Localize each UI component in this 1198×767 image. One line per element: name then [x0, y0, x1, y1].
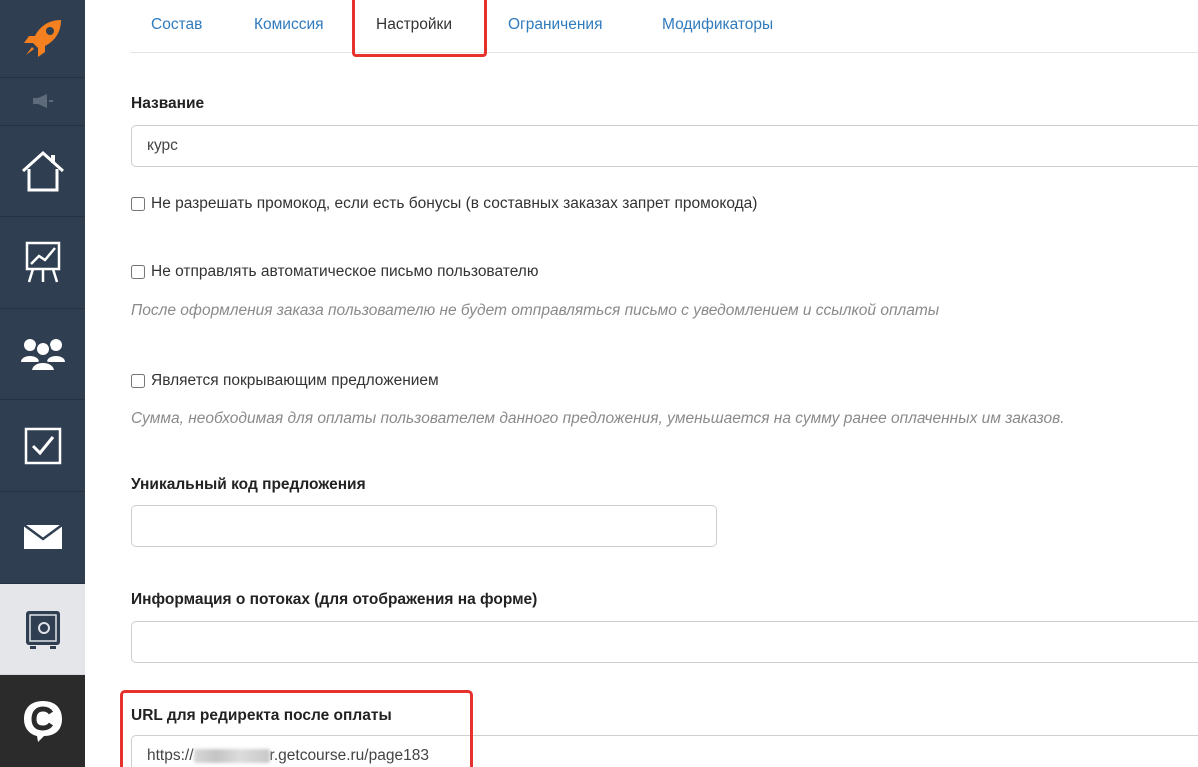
no-email-checkbox[interactable] — [131, 265, 145, 279]
no-email-checkbox-row[interactable] — [131, 263, 538, 281]
sidebar-item-users[interactable] — [0, 309, 85, 401]
promo-checkbox[interactable] — [131, 197, 145, 211]
name-label: Название — [131, 95, 205, 112]
no-email-checkbox-label: Не отправлять автоматическое письмо пользователю — [151, 263, 539, 280]
redirect-url-label: URL для редиректа после оплаты — [131, 707, 392, 724]
covering-checkbox-row[interactable] — [131, 372, 439, 390]
users-icon — [20, 336, 66, 372]
unique-code-label: Уникальный код предложения — [131, 476, 366, 493]
streams-label: Информация о потоках (для отображения на форме) — [131, 591, 538, 608]
sidebar-item-statistics[interactable] — [0, 217, 85, 309]
sidebar-item-chat[interactable] — [0, 675, 85, 767]
tab-commission[interactable]: Комиссия — [254, 16, 324, 33]
sidebar-item-home[interactable] — [0, 126, 85, 218]
tab-modifiers[interactable]: Модификаторы — [662, 16, 774, 33]
home-icon — [20, 149, 66, 193]
tasks-checkbox-icon — [24, 427, 62, 465]
mail-icon — [23, 524, 63, 550]
redirect-url-input[interactable] — [131, 735, 1198, 767]
covering-checkbox-label: Является покрывающим предложением — [151, 372, 439, 389]
tab-composition[interactable]: Состав — [151, 16, 203, 33]
safe-icon — [23, 608, 63, 650]
chart-presentation-icon — [23, 240, 63, 284]
redirect-url-suffix: r.getcourse.ru/page183 — [269, 747, 429, 764]
tab-settings[interactable]: Настройки — [376, 16, 453, 33]
redacted-blur — [194, 749, 270, 763]
sidebar — [0, 0, 85, 767]
sidebar-item-messages[interactable] — [0, 492, 85, 584]
name-input[interactable] — [131, 125, 1198, 167]
tab-restrictions[interactable]: Ограничения — [508, 16, 603, 33]
chat-logo-icon — [22, 699, 64, 743]
tab-bar — [130, 0, 1198, 53]
sidebar-item-logo[interactable] — [0, 0, 85, 78]
megaphone-icon — [32, 94, 54, 108]
covering-hint: Сумма, необходимая для оплаты пользователем данного предложения, уменьшается на сумму ранее оплаченных им заказов. — [131, 410, 1065, 427]
promo-checkbox-row[interactable] — [131, 195, 757, 213]
unique-code-input[interactable] — [131, 505, 717, 547]
sidebar-item-announcements[interactable] — [0, 78, 85, 126]
redirect-url-prefix: https:// — [147, 747, 194, 764]
no-email-hint: После оформления заказа пользователю не будет отправляться письмо с уведомлением и ссылкой оплаты — [131, 302, 940, 319]
sidebar-item-sales[interactable] — [0, 584, 85, 676]
sidebar-item-tasks[interactable] — [0, 400, 85, 492]
rocket-logo-icon — [21, 16, 65, 60]
streams-input[interactable] — [131, 621, 1198, 663]
promo-checkbox-label: Не разрешать промокод, если есть бонусы (в составных заказах запрет промокода) — [151, 195, 758, 212]
covering-checkbox[interactable] — [131, 374, 145, 388]
